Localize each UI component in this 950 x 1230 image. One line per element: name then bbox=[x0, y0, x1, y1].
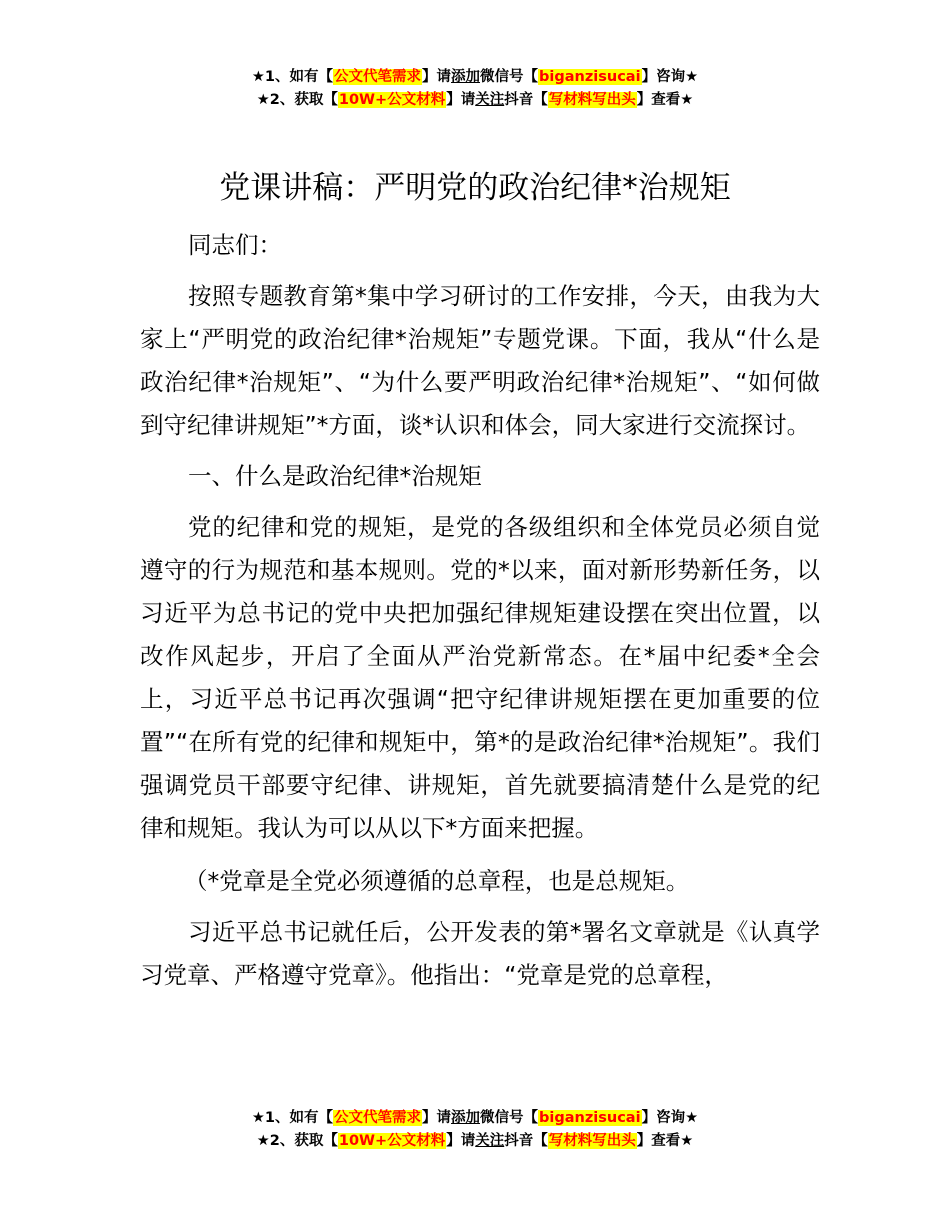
banner-text: ★1、如有【 bbox=[251, 69, 334, 85]
banner-text: 】请 bbox=[422, 1110, 452, 1126]
banner-underline: 添加 bbox=[451, 1110, 481, 1126]
banner-underline: 关注 bbox=[475, 1133, 505, 1149]
banner-text: ★1、如有【 bbox=[251, 1110, 334, 1126]
paragraph: 习近平总书记就任后，公开发表的第*署名文章就是《认真学习党章、严格遵守党章》。他指出：“党章是党的总章程， bbox=[140, 918, 820, 989]
banner-highlight: 写材料写出头 bbox=[548, 1133, 636, 1149]
document-title: 党课讲稿：严明党的政治纪律*治规矩 bbox=[219, 170, 731, 206]
banner-text: 】查看★ bbox=[636, 92, 694, 108]
banner-text: 微信号【 bbox=[480, 69, 539, 85]
banner-text: ★2、获取【 bbox=[256, 92, 338, 108]
header-banner bbox=[0, 66, 950, 112]
banner-highlight: biganzisucai bbox=[539, 69, 641, 85]
banner-text: 抖音【 bbox=[504, 1133, 548, 1149]
banner-highlight: 公文代笔需求 bbox=[334, 1110, 422, 1126]
banner-line-2 bbox=[0, 1130, 950, 1153]
document-body bbox=[140, 224, 820, 997]
banner-text: 微信号【 bbox=[480, 1110, 539, 1126]
section-heading: 一、什么是政治纪律*治规矩 bbox=[188, 462, 482, 490]
footer-banner bbox=[0, 1107, 950, 1153]
banner-text: ★2、获取【 bbox=[256, 1133, 338, 1149]
banner-text: 】查看★ bbox=[636, 1133, 694, 1149]
banner-underline: 添加 bbox=[451, 69, 481, 85]
subsection-heading: （*党章是全党必须遵循的总章程，也是总规矩。 bbox=[184, 867, 690, 895]
banner-text: 】咨询★ bbox=[641, 1110, 699, 1126]
banner-text: 抖音【 bbox=[504, 92, 548, 108]
banner-text: 】咨询★ bbox=[641, 69, 699, 85]
banner-line-1 bbox=[0, 66, 950, 89]
banner-highlight: 10W+公文材料 bbox=[338, 1133, 446, 1149]
banner-highlight: 公文代笔需求 bbox=[334, 69, 422, 85]
banner-line-2 bbox=[0, 89, 950, 112]
banner-highlight: 写材料写出头 bbox=[548, 92, 636, 108]
paragraph: 党的纪律和党的规矩，是党的各级组织和全体党员必须自觉遵守的行为规范和基本规则。党的*以来，面对新形势新任务，以习近平为总书记的党中央把加强纪律规矩建设摆在突出位置，以改作风起步，开启了全面从严治党新常态。在*届中纪委*全会上，习近平总书记再次强调“把守纪律讲规矩摆在更加重要的位置”“在所有党的纪律和规矩中，第*的是政治纪律*治规矩”。我们强调党员干部要守纪律、讲规矩，首先就要搞清楚什么是党的纪律和规矩。我认为可以从以下*方面来把握。 bbox=[140, 513, 820, 842]
banner-line-1 bbox=[0, 1107, 950, 1130]
salutation: 同志们： bbox=[188, 231, 282, 259]
banner-highlight: 10W+公文材料 bbox=[338, 92, 446, 108]
banner-highlight: biganzisucai bbox=[539, 1110, 641, 1126]
banner-text: 】请 bbox=[446, 92, 476, 108]
paragraph: 按照专题教育第*集中学习研讨的工作安排，今天，由我为大家上“严明党的政治纪律*治规矩”专题党课。下面，我从“什么是政治纪律*治规矩”、“为什么要严明政治纪律*治规矩”、“如何做到守纪律讲规矩”*方面，谈*认识和体会，同大家进行交流探讨。 bbox=[140, 282, 820, 439]
banner-text: 】请 bbox=[422, 69, 452, 85]
banner-text: 】请 bbox=[446, 1133, 476, 1149]
banner-underline: 关注 bbox=[475, 92, 505, 108]
